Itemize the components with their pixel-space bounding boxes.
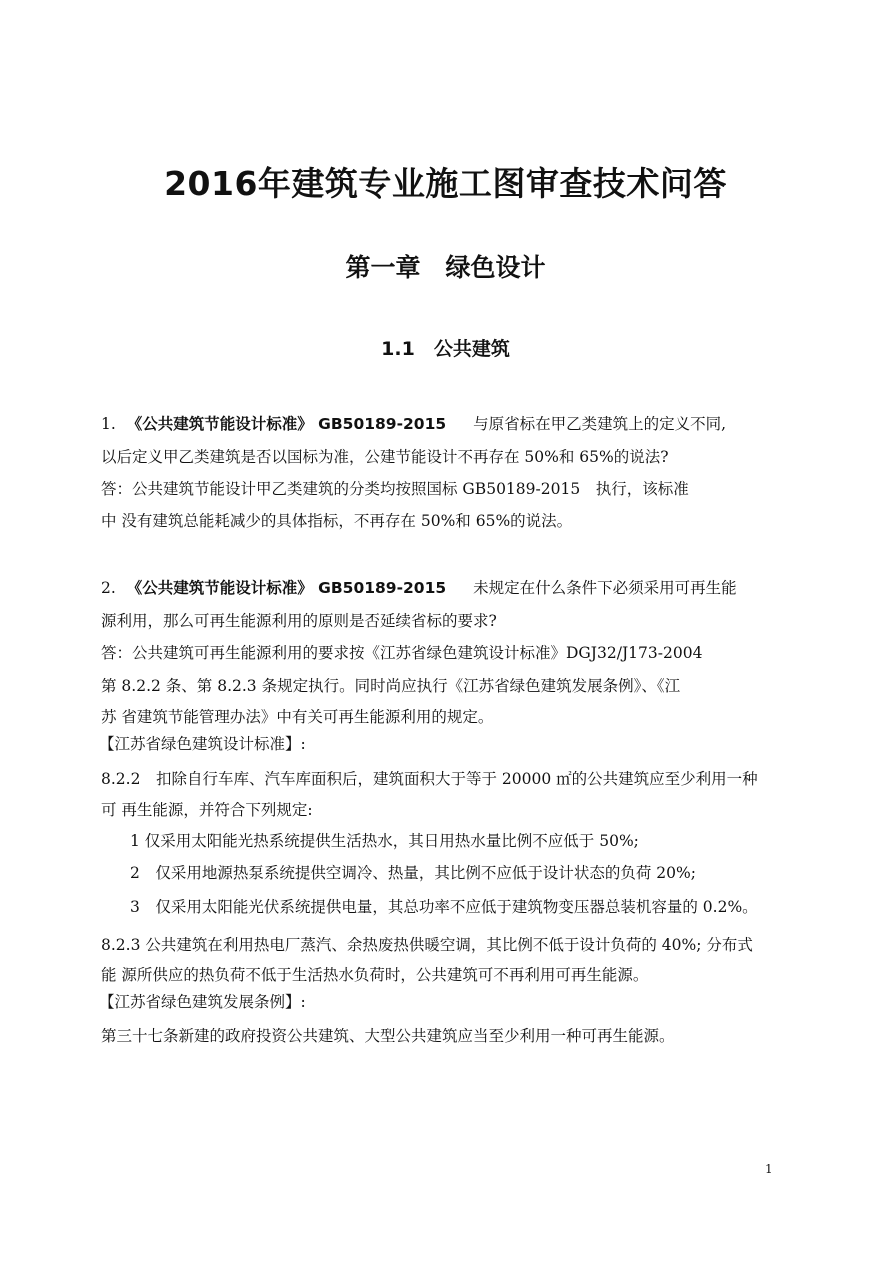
- answer-2-line-3: 苏 省建筑节能管理办法》中有关可再生能源利用的规定。: [101, 708, 494, 726]
- question-1-text-start: 与原省标在甲乙类建筑上的定义不同,: [473, 415, 727, 433]
- answer-2-line-2: 第 8.2.2 条、第 8.2.3 条规定执行。同时尚应执行《江苏省绿色建筑发展条例》、《江: [101, 677, 681, 695]
- clause-item-2: 2 仅采用地源热泵系统提供空调冷、热量，其比例不应低于设计状态的负荷 20%;: [130, 864, 696, 882]
- page-number: 1: [765, 1162, 773, 1176]
- clause-item-1: 1 仅采用太阳能光热系统提供生活热水，其日用热水量比例不应低于 50%;: [130, 832, 639, 850]
- reference-heading-design-standard: 【江苏省绿色建筑设计标准】:: [99, 735, 306, 753]
- clause-8-2-3-line-2: 能 源所供应的热负荷不低于生活热水负荷时，公共建筑可不再利用可再生能源。: [101, 966, 649, 984]
- section-heading: 1.1 公共建筑: [381, 338, 510, 360]
- answer-1-line-2: 中 没有建筑总能耗减少的具体指标，不再存在 50%和 65%的说法。: [101, 512, 573, 530]
- clause-item-3: 3 仅采用太阳能光伏系统提供电量，其总功率不应低于建筑物变压器总装机容量的 0.2%。: [130, 898, 758, 916]
- question-1-number: 1.: [101, 415, 116, 433]
- answer-1-line-1: 答：公共建筑节能设计甲乙类建筑的分类均按照国标 GB50189-2015 执行，该标准: [101, 480, 689, 498]
- question-1-line-1: [101, 413, 726, 435]
- question-1-standard: 《公共建筑节能设计标准》 GB50189-2015: [126, 415, 447, 433]
- chapter-heading: 第一章 绿色设计: [345, 253, 546, 282]
- question-2-line-1: [101, 577, 737, 599]
- question-2-text-start: 未规定在什么条件下必须采用可再生能: [473, 579, 737, 597]
- question-2-number: 2.: [101, 579, 116, 597]
- question-2-line-2: 源利用，那么可再生能源利用的原则是否延续省标的要求?: [101, 612, 497, 630]
- document-title: 2016年建筑专业施工图审查技术问答: [164, 164, 727, 203]
- question-1-line-2: 以后定义甲乙类建筑是否以国标为准，公建节能设计不再存在 50%和 65%的说法?: [101, 448, 669, 466]
- answer-2-line-1: 答：公共建筑可再生能源利用的要求按《江苏省绿色建筑设计标准》DGJ32/J173-2004: [101, 644, 703, 662]
- clause-8-2-2-line-2: 可 再生能源，并符合下列规定:: [101, 801, 313, 819]
- clause-8-2-3-line-1: 8.2.3 公共建筑在利用热电厂蒸汽、余热废热供暖空调，其比例不低于设计负荷的 40%; 分布式: [101, 936, 753, 954]
- article-37: 第三十七条新建的政府投资公共建筑、大型公共建筑应当至少利用一种可再生能源。: [101, 1027, 675, 1045]
- question-2-standard: 《公共建筑节能设计标准》 GB50189-2015: [126, 579, 447, 597]
- reference-heading-development-regulation: 【江苏省绿色建筑发展条例】:: [99, 993, 306, 1011]
- clause-8-2-2-line-1: 8.2.2 扣除自行车库、汽车库面积后，建筑面积大于等于 20000 ㎡的公共建筑应至少利用一种: [101, 770, 758, 788]
